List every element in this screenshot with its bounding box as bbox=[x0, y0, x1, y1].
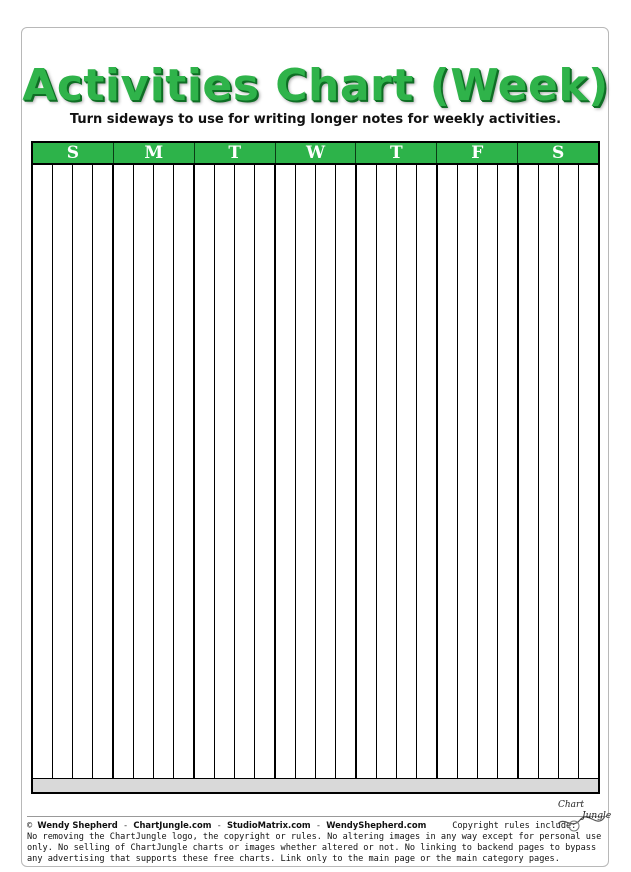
note-subcolumn bbox=[114, 165, 134, 778]
rules-text: No removing the ChartJungle logo, the copyright or rules. No altering images in any way except for personal use only. No selling of ChartJungle charts or images whether altered or not. No linking to backend pages to bypass any advertising that supports these free charts. Link only to the main page or the main category pages. bbox=[27, 832, 602, 864]
day-header-friday: F bbox=[437, 143, 518, 163]
note-subcolumn bbox=[154, 165, 174, 778]
note-subcolumn bbox=[519, 165, 539, 778]
page-title: Activities Chart (Week) bbox=[22, 60, 609, 111]
logo-text-chart: Chart bbox=[558, 800, 584, 810]
day-column bbox=[33, 165, 114, 778]
note-subcolumn bbox=[276, 165, 296, 778]
note-subcolumn bbox=[195, 165, 215, 778]
note-subcolumn bbox=[559, 165, 579, 778]
day-columns bbox=[33, 165, 598, 778]
note-subcolumn bbox=[397, 165, 417, 778]
day-column bbox=[519, 165, 598, 778]
note-subcolumn bbox=[357, 165, 377, 778]
copyright-notice: © Wendy Shepherd - ChartJungle.com - StudioMatrix.com - WendyShepherd.com Copyright rules include: No removing the ChartJungle logo, the copyright or rules. No altering images in any way except for personal use only. No selling of ChartJungle charts or images whether altered or not. No linking to backend pages to bypass any advertising that supports these free charts. Link only to the main page or the main category pages. bbox=[27, 816, 607, 864]
note-subcolumn bbox=[53, 165, 73, 778]
note-subcolumn bbox=[235, 165, 255, 778]
logo-text-jungle: Jungle bbox=[582, 811, 612, 821]
note-subcolumn bbox=[417, 165, 436, 778]
rules-intro: Copyright rules include: bbox=[452, 821, 577, 831]
note-subcolumn bbox=[498, 165, 517, 778]
day-header-thursday: T bbox=[356, 143, 437, 163]
day-header-saturday: S bbox=[551, 143, 565, 163]
site-link-studiomatrix[interactable]: StudioMatrix.com bbox=[227, 820, 311, 830]
note-subcolumn bbox=[296, 165, 316, 778]
note-subcolumn bbox=[316, 165, 336, 778]
note-subcolumn bbox=[336, 165, 355, 778]
chartjungle-logo bbox=[552, 798, 610, 834]
day-column bbox=[438, 165, 519, 778]
day-header-tuesday: T bbox=[195, 143, 276, 163]
site-link-wendyshepherd[interactable]: WendyShepherd.com bbox=[326, 820, 427, 830]
day-column bbox=[195, 165, 276, 778]
note-subcolumn bbox=[377, 165, 397, 778]
note-subcolumn bbox=[438, 165, 458, 778]
day-column bbox=[276, 165, 357, 778]
note-subcolumn bbox=[215, 165, 235, 778]
note-subcolumn bbox=[174, 165, 193, 778]
day-header-sunday: S bbox=[33, 143, 114, 163]
note-subcolumn bbox=[73, 165, 93, 778]
day-header-wednesday: W bbox=[276, 143, 357, 163]
author-name: Wendy Shepherd bbox=[37, 820, 118, 830]
page-subtitle: Turn sideways to use for writing longer notes for weekly activities. bbox=[69, 112, 562, 127]
copyright-symbol: © bbox=[27, 821, 33, 831]
note-subcolumn bbox=[478, 165, 498, 778]
day-column bbox=[114, 165, 195, 778]
note-subcolumn bbox=[579, 165, 598, 778]
site-link-chartjungle[interactable]: ChartJungle.com bbox=[133, 820, 212, 830]
note-subcolumn bbox=[539, 165, 559, 778]
grid-footer-bar bbox=[33, 778, 598, 792]
week-grid bbox=[31, 141, 600, 794]
day-header-row bbox=[33, 143, 598, 165]
note-subcolumn bbox=[458, 165, 478, 778]
day-column bbox=[357, 165, 438, 778]
day-header-monday: M bbox=[114, 143, 195, 163]
note-subcolumn bbox=[134, 165, 154, 778]
note-subcolumn bbox=[93, 165, 112, 778]
note-subcolumn bbox=[33, 165, 53, 778]
note-subcolumn bbox=[255, 165, 274, 778]
